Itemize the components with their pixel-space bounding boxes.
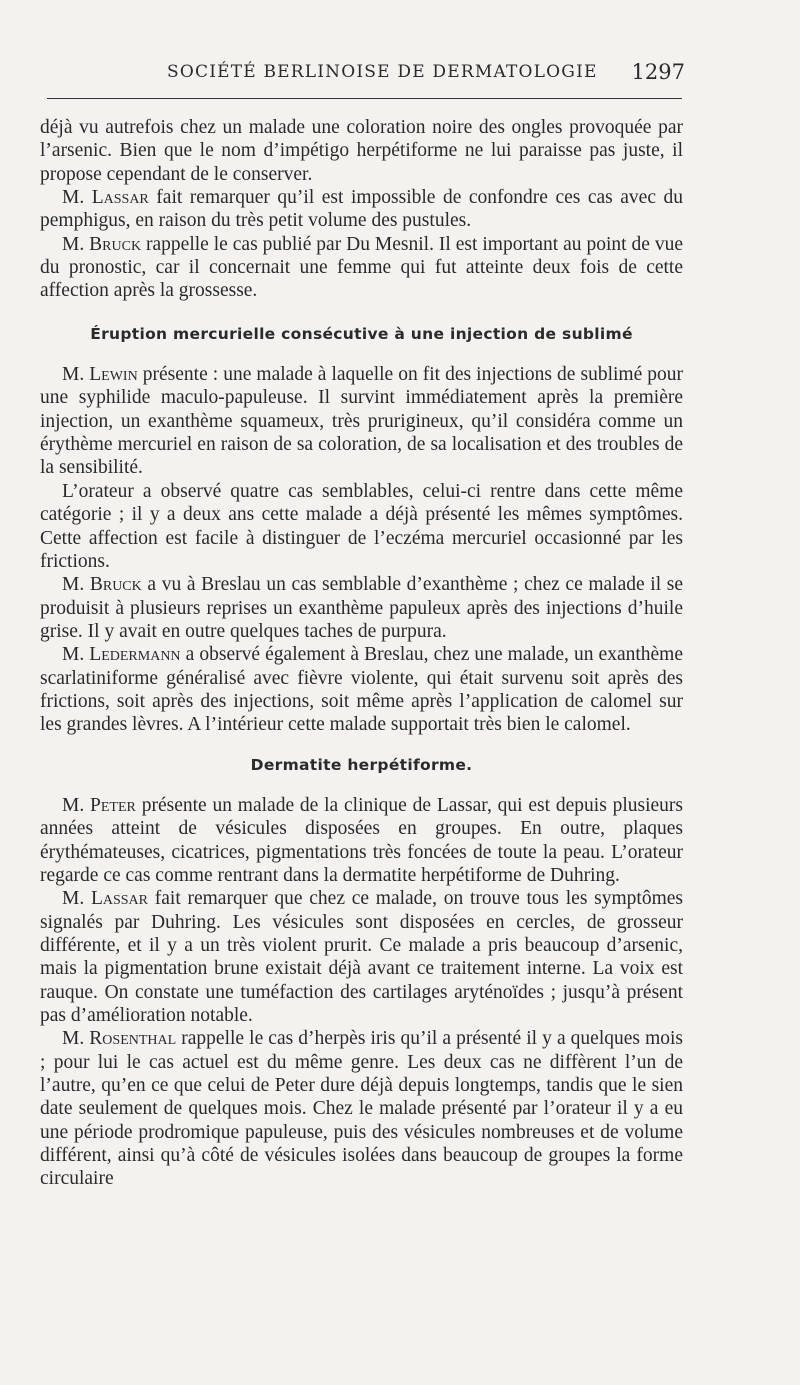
paragraph-text: a vu à Breslau un cas semblable d’exanthème ; chez ce malade il se produisit à plusieurs reprises un exanthème papuleux après des injections d’huile grise. Il y avait en outre quelques taches de purpura.	[40, 574, 684, 642]
page-number: 1297	[631, 60, 685, 84]
paragraph-text: fait remarquer qu’il est impossible de confondre ces cas avec du pemphigus, en raison du très petit volume des pustules.	[40, 187, 683, 232]
paragraph-text: présente un malade de la clinique de Lassar, qui est depuis plusieurs années atteint de vésicules disposées en groupes. En outre, plaques érythémateuses, cicatrices, pigmentations très foncées de toute la peau. L’orateur regarde ce cas comme rentrant dans la dermatite herpétiforme de Duhring.	[40, 794, 684, 886]
section-heading: Dermatite herpétiforme.	[250, 755, 473, 774]
paragraph-text: présente : une malade à laquelle on fit des injections de sublimé pour une syphilide maculo-papuleuse. Il survint immédiatement après la première injection, un exanthème squameux, très prurigineux, qu’il considéra comme un érythème mercuriel en raison de sa coloration, de sa localisation et des troubles de la sensibilité.	[40, 364, 684, 479]
speaker-name: M. Lassar	[62, 888, 149, 910]
paragraph	[40, 186, 683, 233]
paragraph: déjà vu autrefois chez un malade une coloration noire des ongles provoquée par l’arsenic. Bien que le nom d’impétigo herpétiforme ne lui paraisse pas juste, il propose cependant de le conserver.	[40, 117, 683, 185]
paragraph	[40, 363, 683, 480]
speaker-name: M. Bruck	[62, 233, 142, 255]
speaker-name: M. Bruck	[62, 574, 142, 596]
paragraph: L’orateur a observé quatre cas semblables, celui-ci rentre dans cette même catégorie ; il y a deux ans cette malade a déjà présenté les mêmes symptômes. Cette affection est facile à distinguer de l’eczéma mercuriel occasionné par les frictions.	[40, 480, 683, 572]
body-text	[40, 116, 683, 1191]
header-rule	[47, 98, 682, 99]
speaker-name: M. Lewin	[62, 364, 138, 386]
paragraph-text: rappelle le cas d’herpès iris qu’il a présenté il y a quelques mois ; pour lui le cas actuel est du même genre. Les deux cas ne diffèrent l’un de l’autre, qu’en ce que celui de Peter dure déjà depuis longtemps, tandis que le sien date seulement de quelques mois. Chez le malade présenté par l’orateur il y a eu une période prodromique papuleuse, puis des vésicules nombreuses et de volume différent, ainsi qu’à côté de vésicules isolées dans beaucoup de groupes la forme circulaire	[40, 1028, 684, 1190]
speaker-name: M. Ledermann	[62, 644, 181, 666]
speaker-name: M. Lassar	[62, 187, 149, 209]
section-heading: Éruption mercurielle consécutive à une injection de sublimé	[90, 324, 633, 343]
paragraph-text: rappelle le cas publié par Du Mesnil. Il est important au point de vue du pronostic, car il concernait une femme qui fut atteinte deux fois de cette affection après la grossesse.	[40, 233, 683, 302]
paragraph	[40, 794, 683, 887]
page-header	[45, 62, 685, 90]
speaker-name: M. Rosenthal	[62, 1028, 177, 1050]
paragraph	[40, 573, 683, 643]
running-title: SOCIÉTÉ BERLINOISE DE DERMATOLOGIE	[167, 62, 598, 82]
speaker-name: M. Peter	[62, 794, 136, 816]
paragraph-text: a observé également à Breslau, chez une malade, un exanthème scarlatiniforme généralisé avec fièvre violente, qui était survenu soit après des frictions, soit après des injections, soit même après l’application de calomel sur les grandes lèvres. A l’intérieur cette malade supportait très bien le calomel.	[40, 644, 683, 736]
paragraph	[40, 233, 683, 303]
paragraph	[40, 643, 683, 736]
paragraph	[40, 1027, 683, 1190]
paragraph	[40, 887, 683, 1027]
paragraph-text: fait remarquer que chez ce malade, on trouve tous les symptômes signalés par Duhring. Les vésicules sont disposées en cercles, de grosseur différente, et il y a un très violent prurit. Ce malade a pris beaucoup d’arsenic, mais la pigmentation brune existait déjà avant ce traitement interne. La voix est rauque. On constate une tuméfaction des cartilages aryténoïdes ; jusqu’à présent pas d’amélioration notable.	[40, 888, 683, 1027]
